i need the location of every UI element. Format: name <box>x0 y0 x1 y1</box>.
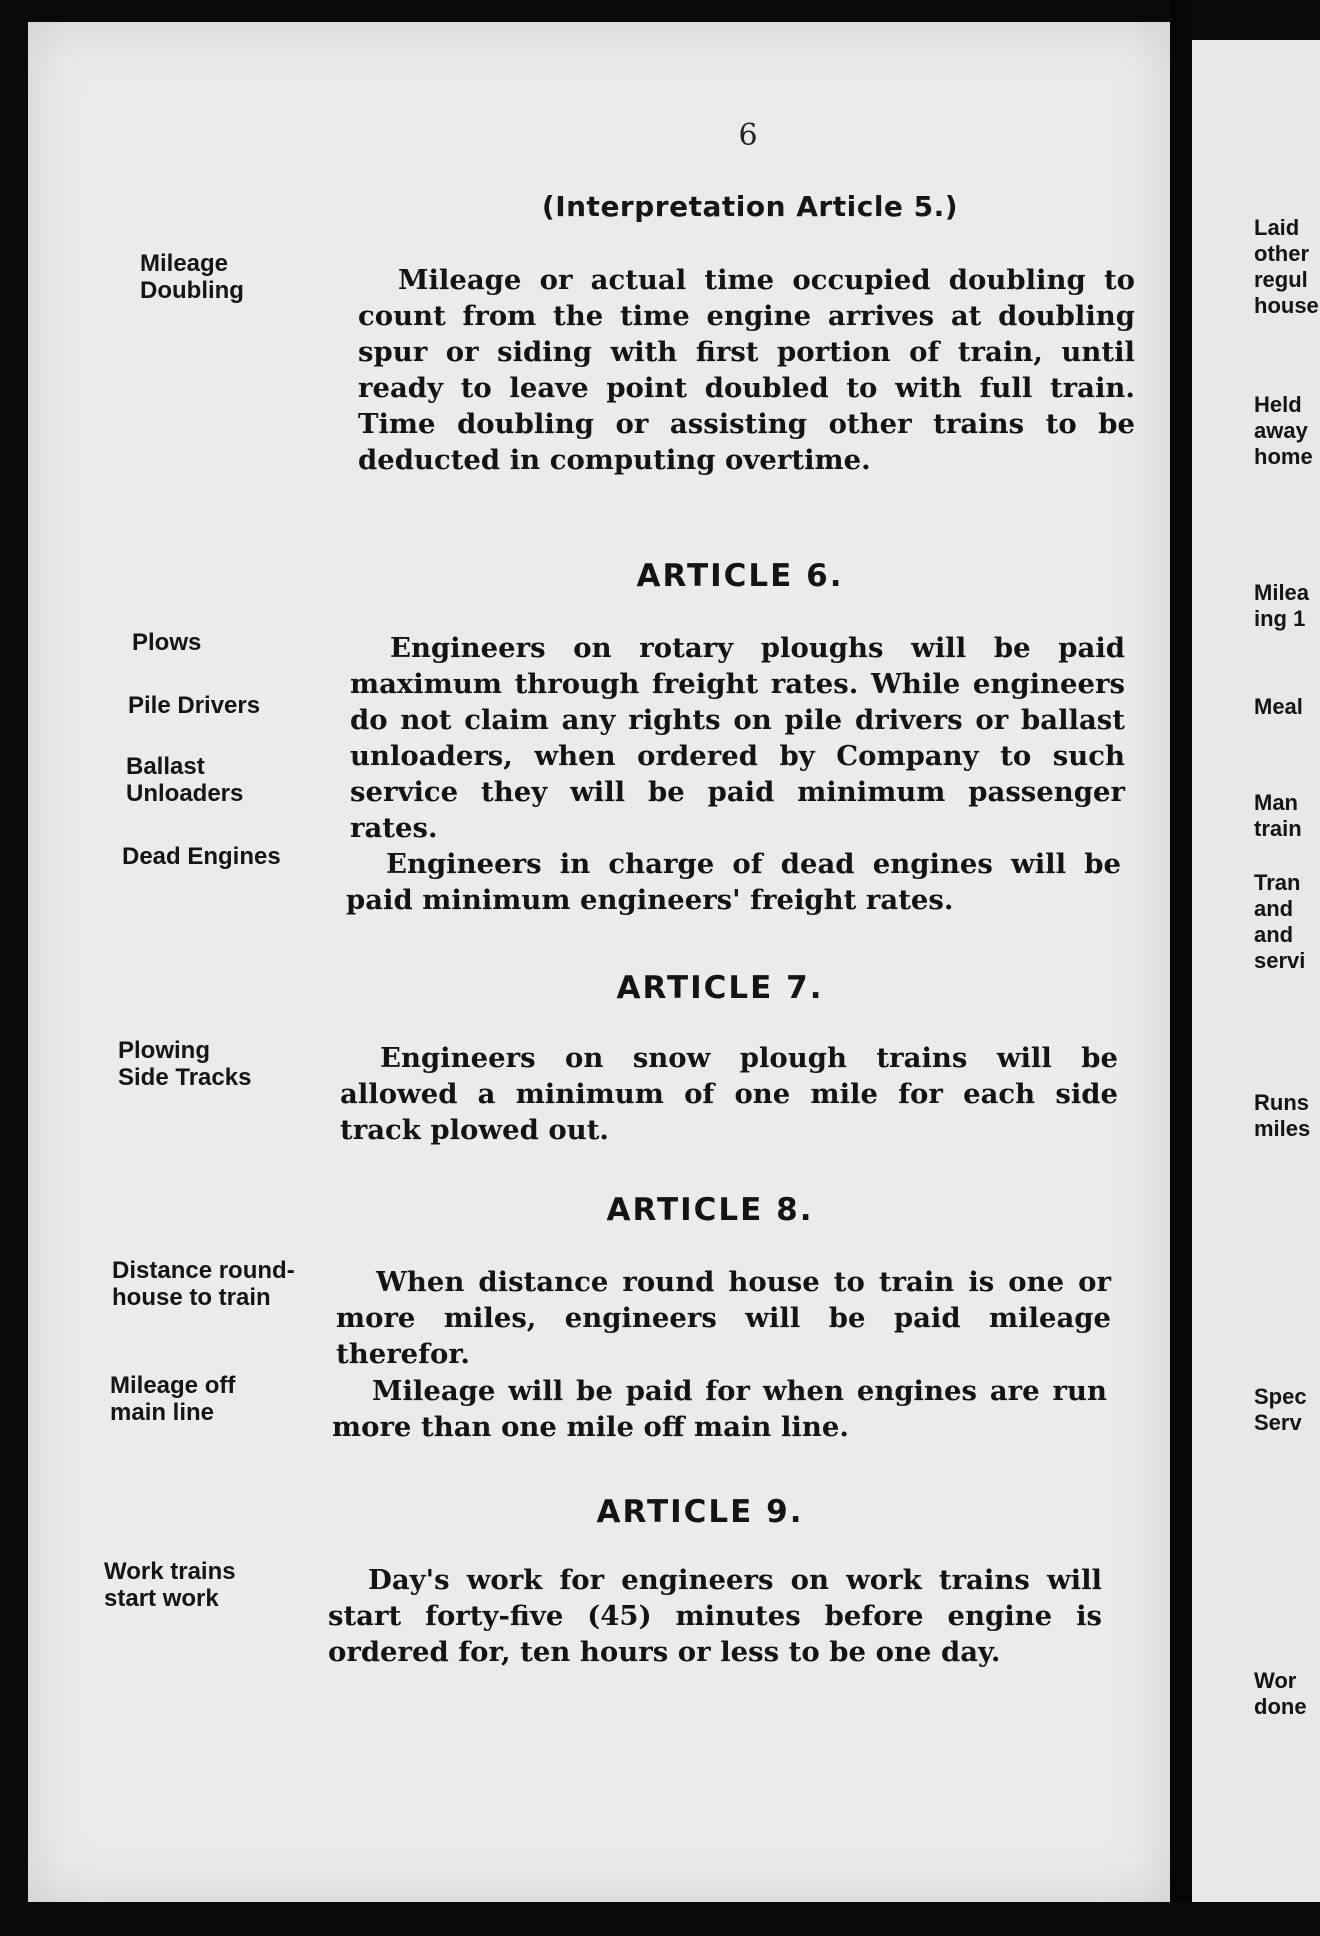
side-label-plows: Plows <box>132 629 202 656</box>
article-8-heading: ARTICLE 8. <box>606 1192 814 1228</box>
right-label-man: Man train <box>1254 790 1302 841</box>
article-9-heading: ARTICLE 9. <box>596 1494 804 1530</box>
right-label-meal: Meal <box>1254 694 1303 719</box>
side-label-ballast-unloaders: Ballast Unloaders <box>126 753 244 807</box>
paragraph-distance-roundhouse: When distance round house to train is one or more miles, engineers will be paid mileage therefor. <box>336 1266 1111 1370</box>
paragraph-mileage-off-main-line: Mileage will be paid for when engines are run more than one mile off main line. <box>332 1375 1107 1443</box>
right-label-laid: Laid other regul house <box>1254 215 1319 318</box>
side-label-work-trains: Work trains start work <box>104 1558 236 1612</box>
right-label-wor: Wor done <box>1254 1668 1307 1719</box>
side-label-plowing-side-tracks: Plowing Side Tracks <box>118 1037 252 1091</box>
side-label-mileage-doubling: Mileage Doubling <box>140 250 244 304</box>
right-label-spec: Spec Serv <box>1254 1384 1307 1435</box>
paragraph-plowing-side-tracks: Engineers on snow plough trains will be allowed a minimum of one mile for each side track plowed out. <box>340 1042 1118 1146</box>
side-label-mileage-off-main-line: Mileage off main line <box>110 1372 236 1426</box>
side-label-pile-drivers: Pile Drivers <box>128 692 261 719</box>
paragraph-plows: Engineers on rotary ploughs will be paid maximum through freight rates. While engineers do not claim any rights on pile drivers or ballast unloaders, when ordered by Company to such service they will be paid minimum passenger rates. <box>350 632 1125 844</box>
paragraph-mileage-doubling: Mileage or actual time occupied doubling to count from the time engine arrives at doubling spur or siding with first portion of train, until ready to leave point doubled to with full train. Time doubling or assisting other trains to be deducted in computing overtime. <box>358 264 1135 476</box>
article-6-heading: ARTICLE 6. <box>636 558 844 594</box>
paragraph-dead-engines: Engineers in charge of dead engines will be paid minimum engineers' freight rates. <box>346 848 1121 916</box>
right-label-held: Held away home <box>1254 392 1313 469</box>
book-spine <box>1170 0 1192 1936</box>
side-label-distance-roundhouse: Distance round- house to train <box>112 1257 295 1311</box>
article-7-heading: ARTICLE 7. <box>616 970 824 1006</box>
scan-border-bottom <box>0 1902 1320 1936</box>
interpretation-title: (Interpretation Article 5.) <box>541 190 959 223</box>
paragraph-work-trains: Day's work for engineers on work trains will start forty-five (45) minutes before engine is ordered for, ten hours or less to be one day. <box>328 1564 1102 1668</box>
right-label-tran: Tran and and servi <box>1254 870 1306 973</box>
page-number: 6 <box>738 118 758 153</box>
right-label-runs: Runs miles <box>1254 1090 1311 1141</box>
right-label-mileage: Milea ing 1 <box>1254 580 1310 631</box>
side-label-dead-engines: Dead Engines <box>122 843 281 870</box>
